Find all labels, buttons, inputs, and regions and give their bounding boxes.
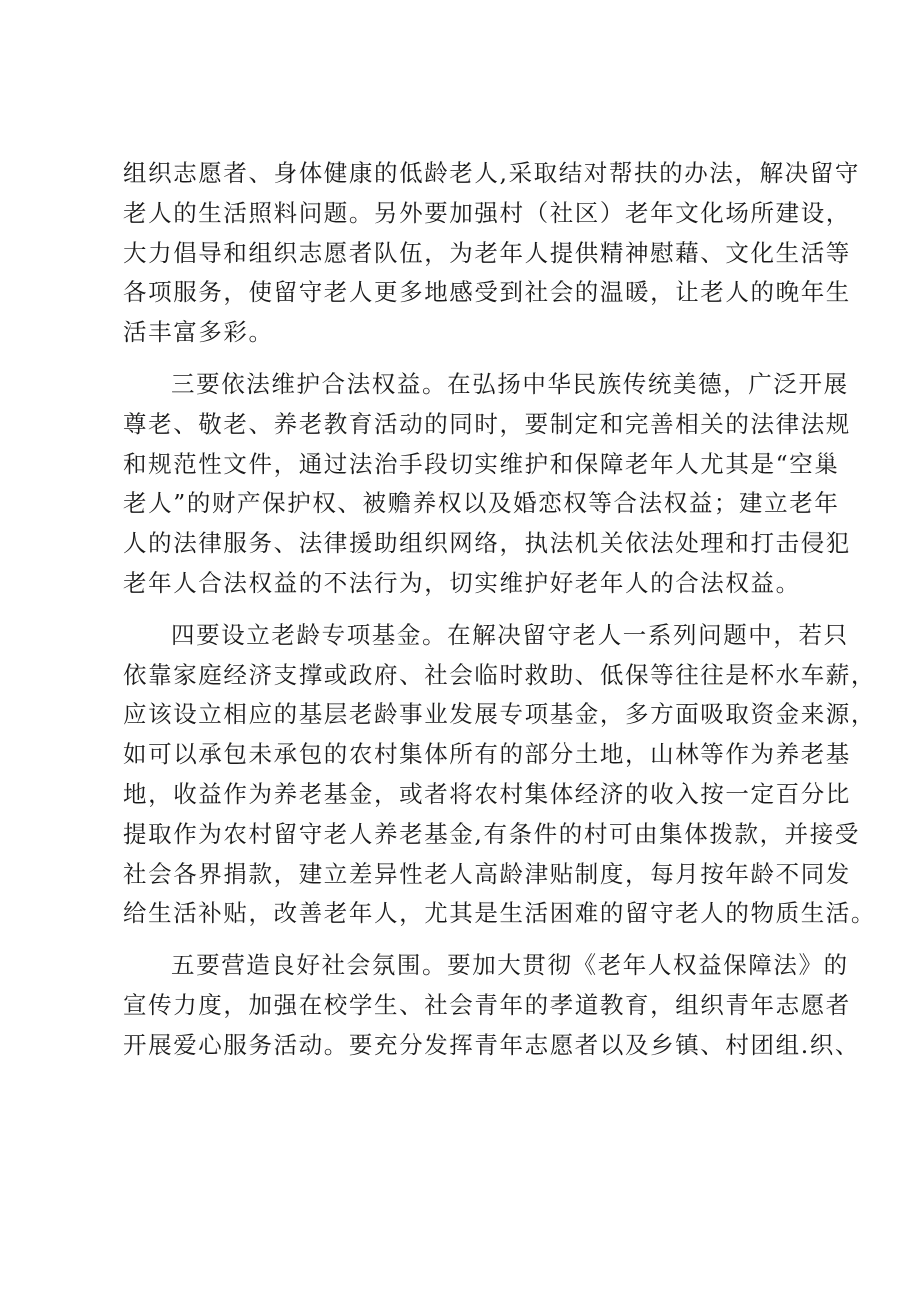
text-line: 应该设立相应的基层老龄事业发展专项基金，多方面吸取资金来源， (123, 700, 876, 729)
paragraph-volunteer-care (123, 154, 860, 353)
paragraph-social-atmosphere (123, 946, 860, 1065)
text-line: 大力倡导和组织志愿者队伍，为老年人提供精神慰藉、文化生活等 (123, 238, 851, 267)
text-line: 宣传力度，加强在校学生、社会青年的孝道教育，组织青年志愿者 (123, 990, 851, 1019)
document-body (123, 154, 876, 1066)
text-line: 开展爱心服务活动。要充分发挥青年志愿者以及乡镇、村团组.织、 (123, 1030, 860, 1059)
text-line: 提取作为农村留守老人养老基金,有条件的村可由集体拨款，并接受 (123, 819, 860, 848)
text-line: 老年人合法权益的不法行为，切实维护好老年人的合法权益。 (123, 568, 801, 597)
text-line: 活丰富多彩。 (123, 318, 274, 347)
text-line: 如可以承包未承包的农村集体所有的部分土地，山林等作为养老基 (123, 740, 851, 769)
text-line: 老人的生活照料问题。另外要加强村（社区）老年文化场所建设， (123, 198, 851, 227)
text-line: 人的法律服务、法律援助组织网络，执法机关依法处理和打击侵犯 (123, 529, 851, 558)
text-line: 给生活补贴，改善老年人，尤其是生活困难的留守老人的物质生活。 (123, 899, 876, 928)
text-line: 和规范性文件，通过法治手段切实维护和保障老年人尤其是“空巢 (123, 449, 840, 478)
text-line: 尊老、敬老、养老教育活动的同时，要制定和完善相关的法律法规 (123, 409, 851, 438)
text-line: 社会各界捐款，建立差异性老人高龄津贴制度，每月按年龄不同发 (123, 859, 851, 888)
text-line-first: 四要设立老龄专项基金。在解决留守老人一系列问题中，若只 (171, 620, 849, 649)
text-line-first: 三要依法维护合法权益。在弘扬中华民族传统美德，广泛开展 (171, 369, 849, 398)
text-line: 地，收益作为养老基金，或者将农村集体经济的收入按一定百分比 (123, 779, 851, 808)
paragraph-elderly-fund (123, 616, 876, 934)
text-line: 依靠家庭经济支撑或政府、社会临时救助、低保等往往是杯水车薪， (123, 660, 876, 689)
text-line-first: 五要营造良好社会氛围。要加大贯彻《老年人权益保障法》的 (171, 951, 849, 980)
text-line: 各项服务，使留守老人更多地感受到社会的温暖，让老人的晚年生 (123, 278, 851, 307)
text-line: 组织志愿者、身体健康的低龄老人,采取结对帮扶的办法，解决留守 (123, 159, 860, 187)
text-line: 老人”的财产保护权、被赡养权以及婚恋权等合法权益；建立老年 (123, 489, 840, 518)
paragraph-legal-rights (123, 365, 851, 604)
